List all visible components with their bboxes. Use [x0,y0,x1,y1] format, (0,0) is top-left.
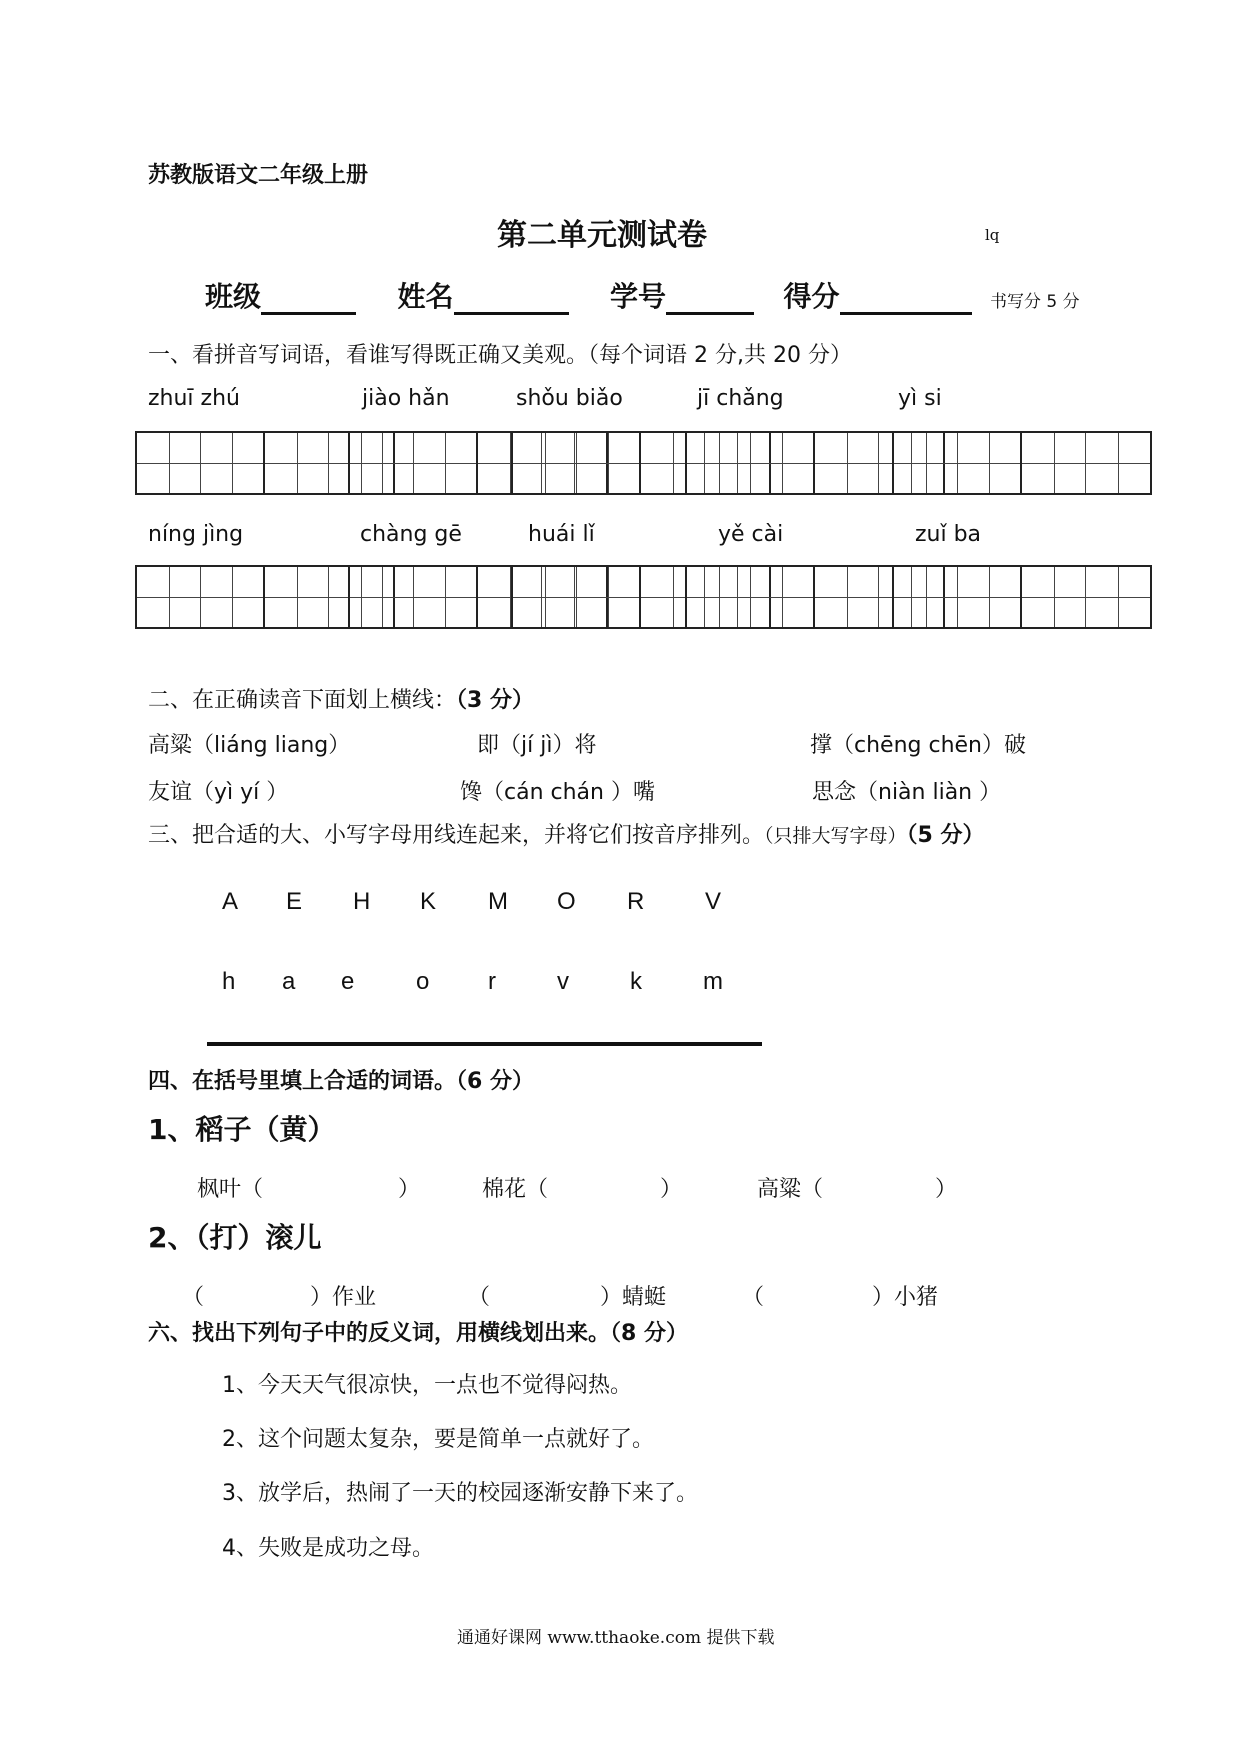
class-label: 班级 [205,280,262,313]
fill-prefix: 高粱（ [757,1177,824,1202]
reading-item-3: 撑（chēng chēn）破 [810,733,1026,758]
name-label: 姓名 [397,280,454,313]
score-blank[interactable] [840,282,972,315]
reading-item-2: 即（jí jì）将 [477,733,597,758]
section4-example-2: 2、（打）滚儿 [148,1221,322,1254]
fill-prefix: （ [468,1285,491,1310]
fill-prefix: 枫叶（ [197,1177,264,1202]
edition-label: 苏教版语文二年级上册 [148,163,369,188]
fill-suffix: ） [935,1177,958,1202]
reading-item-5: 馋（cán chán ）嘴 [460,780,655,805]
uppercase-letter[interactable]: E [286,888,303,915]
uppercase-letter[interactable]: M [488,888,508,915]
uppercase-letter[interactable]: H [353,888,371,915]
section3-heading-text: 三、把合适的大、小写字母用线连起来，并将它们按音序排列。 [148,823,765,848]
pinyin-4: jī chǎng [697,386,784,411]
class-blank[interactable] [261,282,356,315]
lowercase-letter[interactable]: r [488,968,496,995]
section1-heading: 一、看拼音写词语，看谁写得既正确又美观。（每个词语 2 分,共 20 分） [148,343,852,368]
section6-heading: 六、找出下列句子中的反义词，用横线划出来。（8 分） [148,1321,688,1346]
lowercase-letter[interactable]: m [703,968,723,995]
fill-prefix: 棉花（ [482,1177,549,1202]
info-line [205,275,972,315]
uppercase-letter[interactable]: A [222,888,239,915]
antonym-sentence: 2、这个问题太复杂，要是简单一点就好了。 [222,1427,654,1452]
pinyin-7: chàng gē [360,522,462,547]
fill-suffix: ） [398,1177,421,1202]
uppercase-letter[interactable]: R [627,888,645,915]
reading-item-1: 高粱（liáng liang） [148,733,351,758]
pinyin-5: yì si [898,386,942,411]
pinyin-10: zuǐ ba [915,522,982,547]
section2-heading-text: 二、在正确读音下面划上横线： [148,688,457,713]
lowercase-letter[interactable]: v [557,968,569,995]
antonym-sentence: 1、今天天气很凉快，一点也不觉得闷热。 [222,1373,632,1398]
section2-points: （3 分） [456,688,534,713]
fill-prefix: （ [742,1285,765,1310]
antonym-sentence: 4、失败是成功之母。 [222,1536,434,1561]
section2-heading [148,683,534,714]
pinyin-8: huái lǐ [528,522,595,547]
uppercase-letter[interactable]: V [705,888,722,915]
pinyin-9: yě cài [718,522,784,547]
pinyin-2: jiào hǎn [362,386,450,411]
reading-item-4: 友谊（yì yí ） [148,780,289,805]
fill-suffix: ）小猪 [872,1285,939,1310]
section4-example-1: 1、稻子（黄） [148,1113,336,1146]
lowercase-letter[interactable]: e [341,968,355,995]
lowercase-letter[interactable]: k [630,968,642,995]
section3-heading [148,818,985,849]
fill-suffix: ） [660,1177,683,1202]
student-id-label: 学号 [610,280,667,313]
lowercase-letter[interactable]: h [222,968,236,995]
section3-points: （5 分） [906,823,985,848]
section3-note: （只排大写字母） [764,825,907,847]
uppercase-letter[interactable]: K [420,888,437,915]
score-label: 得分 [783,280,840,313]
fill-suffix: ）作业 [310,1285,377,1310]
pinyin-3: shǒu biǎo [516,386,623,411]
lowercase-letter[interactable]: a [282,968,296,995]
writing-grid[interactable] [892,565,1152,629]
writing-score-note: 书写分 5 分 [990,292,1080,312]
student-id-blank[interactable] [666,282,754,315]
lowercase-letter[interactable]: o [416,968,430,995]
name-blank[interactable] [454,282,569,315]
ordering-answer-line[interactable] [207,1042,762,1046]
writing-grid[interactable] [892,431,1152,495]
footer-credit: 通通好课网 www.tthaoke.com 提供下载 [457,1628,775,1648]
pinyin-1: zhuī zhú [148,386,240,411]
corner-mark: lq [985,226,1000,244]
fill-prefix: （ [182,1285,205,1310]
pinyin-6: níng jìng [148,522,244,547]
antonym-sentence: 3、放学后，热闹了一天的校园逐渐安静下来了。 [222,1481,698,1506]
page-title: 第二单元测试卷 [497,218,707,253]
uppercase-letter[interactable]: O [557,888,576,915]
section4-heading: 四、在括号里填上合适的词语。（6 分） [148,1069,534,1094]
reading-item-6: 思念（niàn liàn ） [812,780,1002,805]
fill-suffix: ）蜻蜓 [600,1285,667,1310]
